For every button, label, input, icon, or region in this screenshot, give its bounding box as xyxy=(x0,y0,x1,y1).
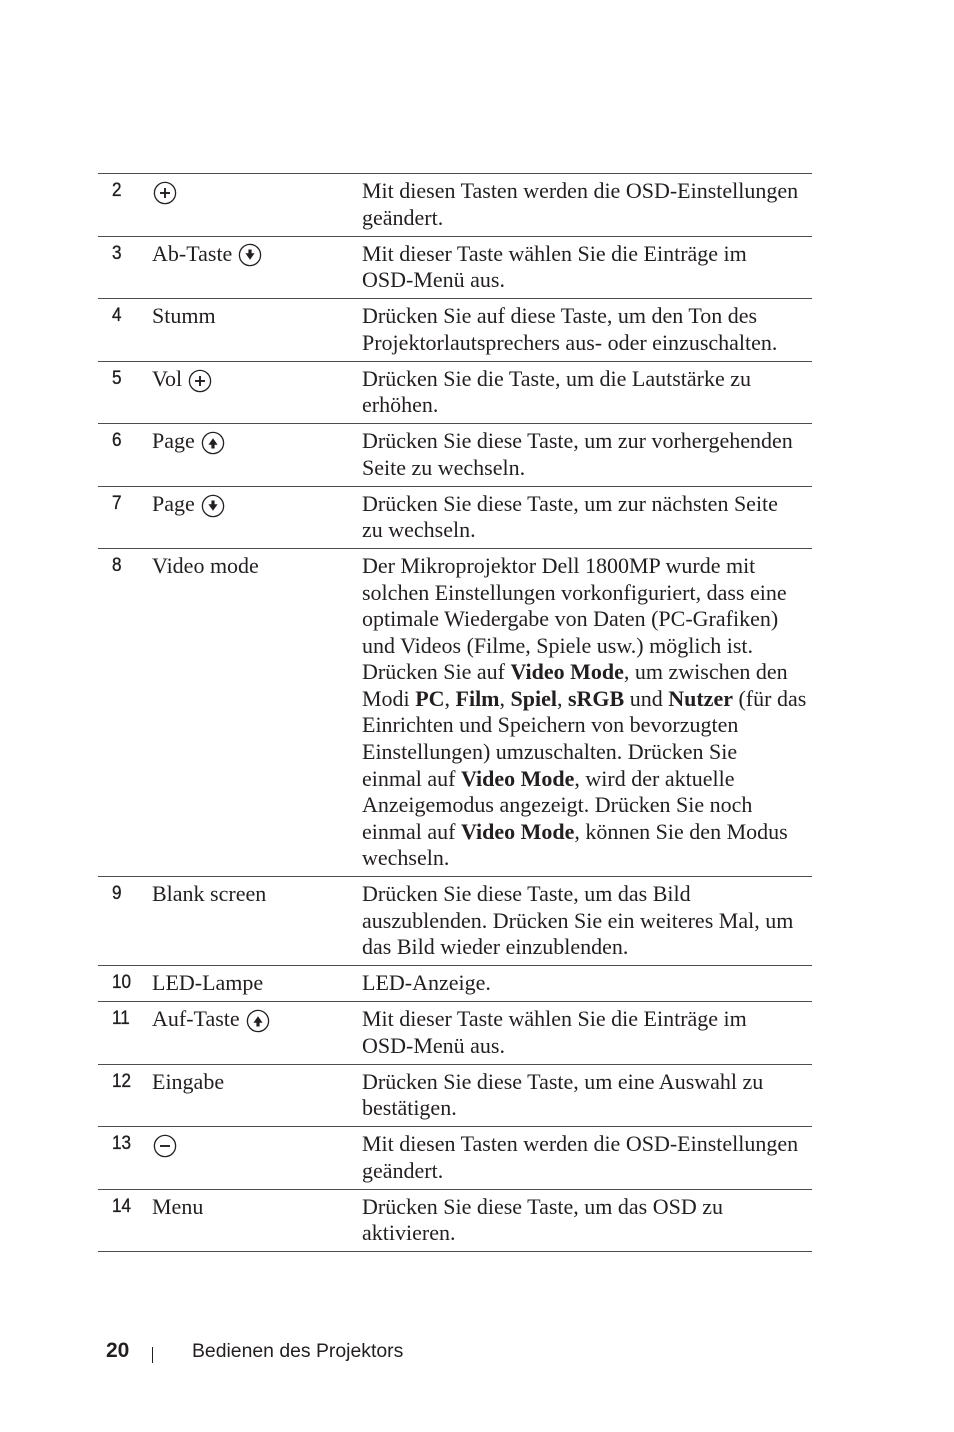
item-name-text: Eingabe xyxy=(152,1068,225,1094)
item-number-text: 2 xyxy=(112,180,122,201)
item-name xyxy=(152,241,362,268)
description-text: OSD-Menü aus. xyxy=(362,267,505,293)
description-line xyxy=(362,1069,812,1096)
item-name xyxy=(152,1006,362,1033)
section-title: Bedienen des Projektors xyxy=(192,1340,404,1362)
item-description xyxy=(362,303,812,356)
description-line xyxy=(362,792,812,819)
description-text: Mit dieser Taste wählen Sie die Einträge im xyxy=(362,240,747,266)
description-line xyxy=(362,633,812,660)
item-name-text: Stumm xyxy=(152,303,216,329)
description-text: Drücken Sie auf diese Taste, um den Ton des xyxy=(362,303,758,329)
description-text: , wird der aktuelle xyxy=(574,765,735,791)
table-row xyxy=(98,299,812,362)
description-text: Seite zu wechseln. xyxy=(362,454,526,480)
description-line xyxy=(362,659,812,686)
item-number-text: 12 xyxy=(112,1070,132,1092)
description-text: optimale Wiedergabe von Daten (PC-Grafiken) xyxy=(362,606,779,632)
table-row xyxy=(98,877,812,966)
description-line xyxy=(362,766,812,793)
description-text: aktivieren. xyxy=(362,1220,456,1246)
description-line xyxy=(362,428,812,455)
item-name xyxy=(152,1069,362,1096)
item-name xyxy=(152,491,362,518)
bold-term: Nutzer xyxy=(668,685,733,711)
bold-term: Video Mode xyxy=(510,659,624,685)
item-number-text: 11 xyxy=(112,1008,130,1030)
description-text: und Videos (Filme, Spiele usw.) möglich ist. xyxy=(362,632,753,658)
description-line xyxy=(362,205,812,232)
description-line xyxy=(362,845,812,872)
description-line xyxy=(362,1131,812,1158)
description-text: Mit diesen Tasten werden die OSD-Einstellungen xyxy=(362,1131,799,1157)
item-number xyxy=(98,881,152,908)
description-text: geändert. xyxy=(362,204,444,230)
table-row xyxy=(98,424,812,487)
description-line xyxy=(362,455,812,482)
item-number xyxy=(98,1006,152,1033)
item-description xyxy=(362,1194,812,1247)
description-text: LED-Anzeige. xyxy=(362,970,491,996)
description-line xyxy=(362,330,812,357)
item-number xyxy=(98,178,152,205)
item-name xyxy=(152,553,362,580)
item-description xyxy=(362,491,812,544)
item-name-text: LED-Lampe xyxy=(152,970,264,996)
table-row xyxy=(98,1002,812,1065)
table-row xyxy=(98,1127,812,1190)
description-line xyxy=(362,739,812,766)
item-name xyxy=(152,303,362,330)
plus-circle-icon xyxy=(188,369,212,393)
page-number: 20 xyxy=(106,1339,130,1362)
item-description xyxy=(362,178,812,231)
description-text: zu wechseln. xyxy=(362,517,476,543)
item-name xyxy=(152,178,362,205)
description-line xyxy=(362,881,812,908)
item-name xyxy=(152,366,362,393)
item-name xyxy=(152,970,362,997)
bold-term: Film xyxy=(455,685,500,711)
item-number xyxy=(98,366,152,393)
item-number xyxy=(98,491,152,518)
description-line xyxy=(362,1095,812,1122)
description-line xyxy=(362,392,812,419)
arrow-up-circle-icon xyxy=(201,431,225,455)
description-text: einmal auf xyxy=(362,818,461,844)
description-text: Anzeigemodus angezeigt. Drücken Sie noch xyxy=(362,792,753,818)
item-name xyxy=(152,1131,362,1158)
description-text: Drücken Sie auf xyxy=(362,659,511,685)
item-name-text: Ab-Taste xyxy=(152,240,233,266)
arrow-down-circle-icon xyxy=(238,243,262,267)
item-name-text: Blank screen xyxy=(152,881,267,907)
description-line xyxy=(362,517,812,544)
description-line xyxy=(362,1033,812,1060)
item-name-text: Vol xyxy=(152,365,183,391)
description-text: Einrichten und Speichern von bevorzugten xyxy=(362,712,739,738)
table-row xyxy=(98,174,812,237)
description-text: einmal auf xyxy=(362,765,461,791)
table-row xyxy=(98,966,812,1002)
table-row xyxy=(98,1065,812,1128)
item-number-text: 8 xyxy=(112,555,122,577)
item-description xyxy=(362,1006,812,1059)
item-name-text: Video mode xyxy=(152,553,259,579)
arrow-down-circle-icon xyxy=(201,494,225,518)
item-description xyxy=(362,428,812,481)
description-text: wechseln. xyxy=(362,845,450,871)
description-line xyxy=(362,366,812,393)
description-text: das Bild wieder einzublenden. xyxy=(362,934,629,960)
item-number-text: 10 xyxy=(112,972,132,994)
item-description xyxy=(362,970,812,997)
item-number-text: 5 xyxy=(112,367,122,389)
item-number xyxy=(98,970,152,997)
item-description xyxy=(362,553,812,872)
item-number-text: 6 xyxy=(112,430,122,452)
item-number xyxy=(98,303,152,330)
item-number-text: 14 xyxy=(112,1195,132,1217)
item-name-text: Auf-Taste xyxy=(152,1006,240,1032)
arrow-up-circle-icon xyxy=(246,1009,270,1033)
description-text: Drücken Sie diese Taste, um zur nächsten Seite xyxy=(362,490,778,516)
description-text: OSD-Menü aus. xyxy=(362,1032,505,1058)
bold-term: Spiel xyxy=(510,685,557,711)
description-line xyxy=(362,267,812,294)
description-text: Drücken Sie die Taste, um die Lautstärke zu xyxy=(362,365,752,391)
bold-term: sRGB xyxy=(567,685,625,711)
description-text: (für das xyxy=(732,685,807,711)
item-number xyxy=(98,428,152,455)
item-description xyxy=(362,1069,812,1122)
description-text: Drücken Sie diese Taste, um das Bild xyxy=(362,881,691,907)
description-line xyxy=(362,1006,812,1033)
description-text: geändert. xyxy=(362,1157,444,1183)
description-text: Drücken Sie diese Taste, um das OSD zu xyxy=(362,1193,723,1219)
description-text: Einstellungen) umzuschalten. Drücken Sie xyxy=(362,739,738,765)
item-description xyxy=(362,881,812,961)
description-line xyxy=(362,712,812,739)
item-name xyxy=(152,1194,362,1221)
description-text: Drücken Sie diese Taste, um eine Auswahl zu xyxy=(362,1068,764,1094)
description-text: Mit diesen Tasten werden die OSD-Einstellungen xyxy=(362,178,799,203)
item-number xyxy=(98,1194,152,1221)
description-line xyxy=(362,303,812,330)
function-table xyxy=(98,173,812,1252)
description-text: auszublenden. Drücken Sie ein weiteres Mal, um xyxy=(362,907,794,933)
bold-term: PC xyxy=(415,685,445,711)
description-line xyxy=(362,580,812,607)
table-row xyxy=(98,487,812,550)
item-number-text: 13 xyxy=(112,1133,132,1155)
description-line xyxy=(362,491,812,518)
bold-term: Video Mode xyxy=(460,818,575,844)
description-line xyxy=(362,1220,812,1247)
description-text: Drücken Sie diese Taste, um zur vorhergehenden xyxy=(362,428,793,454)
description-text: , xyxy=(444,685,456,711)
table-row xyxy=(98,549,812,877)
item-name xyxy=(152,428,362,455)
table-row xyxy=(98,237,812,300)
description-text: erhöhen. xyxy=(362,392,439,418)
plus-circle-icon xyxy=(153,181,177,205)
item-number xyxy=(98,1131,152,1158)
description-line xyxy=(362,819,812,846)
item-number-text: 4 xyxy=(112,305,122,327)
description-text: Modi xyxy=(362,685,416,711)
item-number-text: 3 xyxy=(112,242,122,264)
description-line xyxy=(362,606,812,633)
description-line xyxy=(362,908,812,935)
description-line xyxy=(362,1158,812,1185)
item-name-text: Page xyxy=(152,490,195,516)
item-number xyxy=(98,241,152,268)
description-text: und xyxy=(624,685,669,711)
item-description xyxy=(362,366,812,419)
description-line xyxy=(362,178,812,205)
description-text: bestätigen. xyxy=(362,1095,457,1121)
bold-term: Video Mode xyxy=(460,765,575,791)
item-number xyxy=(98,553,152,580)
description-line xyxy=(362,970,812,997)
item-description xyxy=(362,241,812,294)
item-number xyxy=(98,1069,152,1096)
description-line xyxy=(362,1194,812,1221)
item-description xyxy=(362,1131,812,1184)
table-row xyxy=(98,362,812,425)
description-text: , können Sie den Modus xyxy=(574,818,788,844)
description-line xyxy=(362,934,812,961)
description-text: Mit dieser Taste wählen Sie die Einträge im xyxy=(362,1006,747,1032)
item-name-text: Menu xyxy=(152,1193,204,1219)
item-name xyxy=(152,881,362,908)
item-number-text: 7 xyxy=(112,492,122,514)
description-text: Projektorlautsprechers aus- oder einzuschalten. xyxy=(362,329,778,355)
description-line xyxy=(362,686,812,713)
description-text: Der Mikroprojektor Dell 1800MP wurde mit xyxy=(362,553,756,579)
table-row xyxy=(98,1190,812,1253)
minus-circle-icon xyxy=(153,1134,177,1158)
description-text: solchen Einstellungen vorkonfiguriert, dass eine xyxy=(362,579,787,605)
footer-separator xyxy=(152,1347,153,1363)
item-number-text: 9 xyxy=(112,883,122,905)
item-name-text: Page xyxy=(152,428,195,454)
description-line xyxy=(362,553,812,580)
description-text: , um zwischen den xyxy=(623,659,788,685)
description-text: , xyxy=(499,685,511,711)
description-text: , xyxy=(556,685,568,711)
description-line xyxy=(362,241,812,268)
